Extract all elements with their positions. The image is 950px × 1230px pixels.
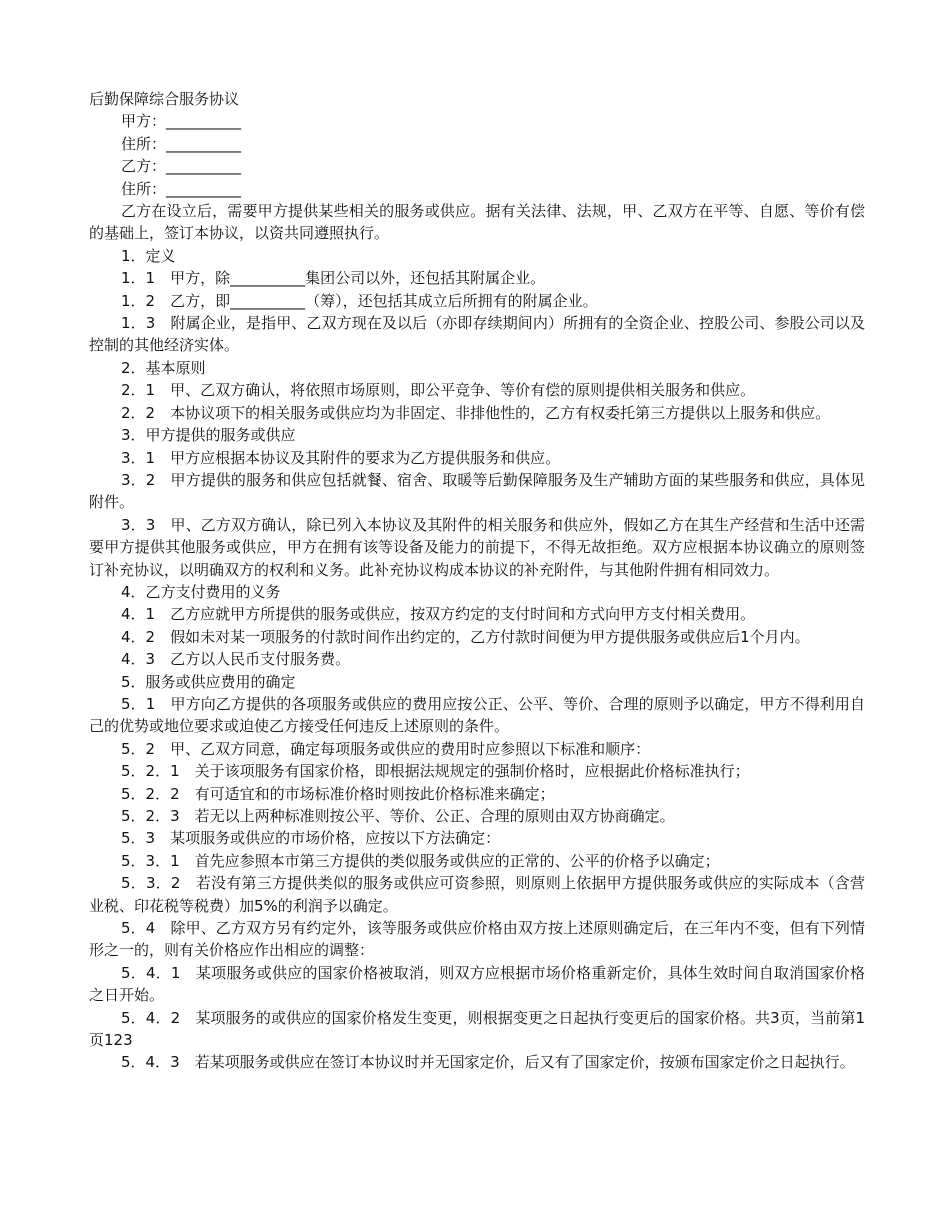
- document-paragraph: 5．3．2 若没有第三方提供类似的服务或供应可资参照，则原则上依据甲方提供服务或供应的实际成本（含营业税、印花税等税费）加5%的利润予以确定。: [89, 874, 865, 915]
- document-paragraph: 乙方：__________: [121, 157, 242, 176]
- document-paragraph: 5．4．1 某项服务或供应的国家价格被取消，则双方应根据市场价格重新定价，具体生效时间自取消国家价格之日开始。: [89, 963, 865, 1005]
- document-paragraph: 1．1 甲方，除__________集团公司以外，还包括其附属企业。: [121, 269, 546, 288]
- document-paragraph: 3．甲方提供的服务或供应: [121, 426, 296, 445]
- document-paragraph: 4．乙方支付费用的义务: [121, 582, 281, 601]
- document-paragraph: 4．2 假如未对某一项服务的付款时间作出约定的，乙方付款时间便为甲方提供服务或供应后1个月内。: [121, 627, 810, 646]
- document-paragraph: 乙方在设立后，需要甲方提供某些相关的服务或供应。据有关法律、法规，甲、乙双方在平等、自愿、等价有偿的基础上，签订本协议，以资共同遵照执行。: [89, 202, 865, 243]
- document-paragraph: 住所：__________: [121, 179, 242, 198]
- document-paragraph: 3．3 甲、乙方双方确认，除已列入本协议及其附件的相关服务和供应外，假如乙方在其生产经营和生活中还需要甲方提供其他服务或供应，甲方在拥有该等设备及能力的前提下，不得无故拒绝。双方应根据本协议确立的原则签订补充协议，以明确双方的权利和义务。此补充协议构成本协议的补充附件，与其他附件拥有相同效力。: [89, 515, 865, 579]
- document-paragraph: 5．2．1 关于该项服务有国家价格，即根据法规规定的强制价格时，应根据此价格标准执行；: [121, 762, 750, 781]
- document-paragraph: 3．1 甲方应根据本协议及其附件的要求为乙方提供服务和供应。: [121, 448, 561, 467]
- document-paragraph: 2．1 甲、乙双方确认，将依照市场原则，即公平竞争、等价有偿的原则提供相关服务和供应。: [121, 381, 756, 400]
- document-paragraph: 5．3．1 首先应参照本市第三方提供的类似服务或供应的正常的、公平的价格予以确定；: [121, 851, 720, 870]
- document-paragraph: 4．3 乙方以人民币支付服务费。: [121, 650, 351, 669]
- document-body: [89, 110, 865, 1073]
- document-paragraph: 2．2 本协议项下的相关服务或供应均为非固定、非排他性的，乙方有权委托第三方提供以上服务和供应。: [121, 403, 831, 422]
- document-paragraph: 4．1 乙方应就甲方所提供的服务或供应，按双方约定的支付时间和方式向甲方支付相关费用。: [121, 605, 756, 624]
- document-paragraph: 甲方：__________: [121, 112, 242, 131]
- document-paragraph: 1．定义: [121, 246, 176, 265]
- document-paragraph: 住所：__________: [121, 134, 242, 153]
- document-paragraph: 5．3 某项服务或供应的市场价格，应按以下方法确定：: [121, 829, 501, 848]
- document-paragraph: 5．2．3 若无以上两种标准则按公平、等价、公正、合理的原则由双方协商确定。: [121, 807, 675, 825]
- document-paragraph: 3．2 甲方提供的服务和供应包括就餐、宿舍、取暖等后勤保障服务及生产辅助方面的某些服务和供应，具体见附件。: [89, 470, 865, 512]
- document-paragraph: 5．服务或供应费用的确定: [121, 672, 296, 691]
- document-paragraph: 1．3 附属企业，是指甲、乙双方现在及以后（亦即存续期间内）所拥有的全资企业、控股公司、参股公司以及控制的其他经济实体。: [89, 314, 865, 355]
- document-paragraph: 5．4．3 若某项服务或供应在签订本协议时并无国家定价，后又有了国家定价，按颁布国家定价之日起执行。: [121, 1053, 855, 1072]
- document-paragraph: 2．基本原则: [121, 358, 206, 377]
- document-title: 后勤保障综合服务协议: [89, 90, 240, 108]
- document-paragraph: 5．2 甲、乙双方同意，确定每项服务或供应的费用时应参照以下标准和顺序：: [121, 739, 651, 758]
- document-page: [89, 88, 865, 1074]
- document-paragraph: 5．1 甲方向乙方提供的各项服务或供应的费用应按公正、公平、等价、合理的原则予以确定，甲方不得利用自己的优势或地位要求或迫使乙方接受任何违反上述原则的条件。: [89, 694, 865, 736]
- document-paragraph: 5．4 除甲、乙方双方另有约定外，该等服务或供应价格由双方按上述原则确定后，在三年内不变，但有下列情形之一的，则有关价格应作出相应的调整：: [89, 919, 865, 960]
- document-paragraph: 5．4．2 某项服务的或供应的国家价格发生变更，则根据变更之日起执行变更后的国家价格。共3页，当前第1页123: [89, 1008, 865, 1050]
- document-paragraph: 1．2 乙方，即__________（筹），还包括其成立后所拥有的附属企业。: [121, 291, 598, 310]
- document-paragraph: 5．2．2 有可适宜和的市场标准价格时则按此价格标准来确定；: [121, 784, 555, 803]
